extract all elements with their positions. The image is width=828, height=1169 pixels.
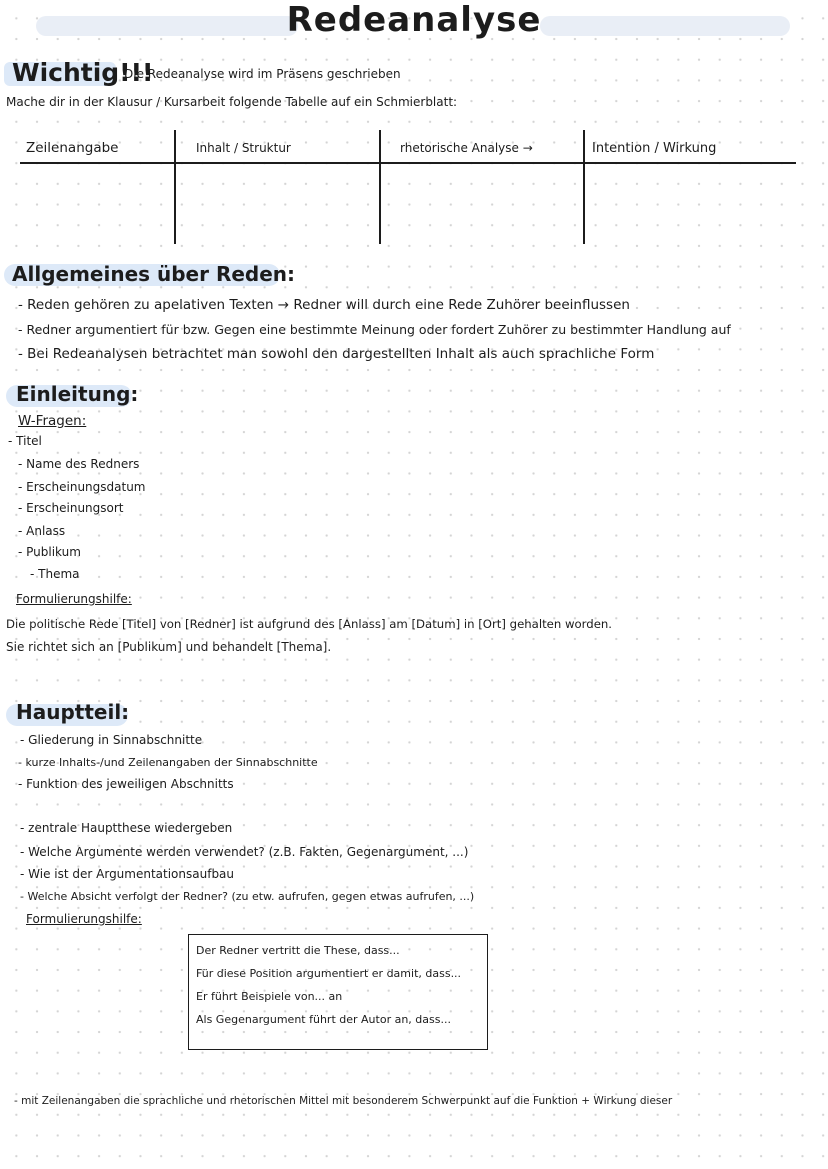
einleitung-heading: Einleitung: [16, 382, 139, 406]
table-column-divider [583, 130, 585, 244]
w-fragen-item: - Titel [8, 434, 42, 448]
hauptteil-formulierungshilfe-label: Formulierungshilfe: [26, 912, 142, 926]
hauptteil-item: - Wie ist der Argumentationsaufbau [20, 867, 235, 881]
allgemeines-item: - Reden gehören zu apelativen Texten → Redner will durch eine Rede Zuhörer beeinflussen [18, 297, 630, 313]
box-line: Als Gegenargument führt der Autor an, dass... [196, 1013, 451, 1026]
table-header-rule [20, 162, 796, 164]
einleitung-formulierung-line-1: Die politische Rede [Titel] von [Redner] ist aufgrund des [Anlass] am [Datum] in [Ort] gehalten worden. [6, 617, 613, 631]
table-column-divider [174, 130, 176, 244]
intro-line-1: Die Redeanalyse wird im Präsens geschrieben [124, 67, 401, 81]
hauptteil-item: - Welche Argumente werden verwendet? (z.B. Fakten, Gegenargument, ...) [20, 845, 469, 859]
allgemeines-item: - Bei Redeanalysen betrachtet man sowohl den dargestellten Inhalt als auch sprachliche Form [18, 346, 655, 362]
page-title: Redeanalyse [286, 0, 542, 40]
box-line: Der Redner vertritt die These, dass... [196, 944, 400, 957]
w-fragen-item: - Thema [30, 567, 80, 581]
hauptteil-item: - Gliederung in Sinnabschnitte [20, 733, 203, 747]
table-column-divider [379, 130, 381, 244]
box-line: Er führt Beispiele von... an [196, 990, 343, 1003]
wichtig-label: Wichtig!!! [12, 58, 154, 87]
hauptteil-item: - Funktion des jeweiligen Abschnitts [18, 777, 234, 791]
table-header-zeilenangabe: Zeilenangabe [26, 140, 119, 156]
w-fragen-item: - Erscheinungsdatum [18, 480, 146, 494]
footer-line: - mit Zeilenangaben die sprachliche und rhetorischen Mittel mit besonderem Schwerpunkt auf die Funktion + Wirkung dieser [14, 1095, 673, 1107]
w-fragen-item: - Erscheinungsort [18, 501, 124, 515]
hauptteil-item: - zentrale Hauptthese wiedergeben [20, 821, 233, 835]
hauptteil-item: - kurze Inhalts-/und Zeilenangaben der Sinnabschnitte [18, 756, 318, 769]
box-line: Für diese Position argumentiert er damit, dass... [196, 967, 462, 980]
intro-line-2: Mache dir in der Klausur / Kursarbeit folgende Tabelle auf ein Schmierblatt: [6, 95, 458, 109]
table-header-analyse: rhetorische Analyse → [400, 141, 533, 155]
allgemeines-heading: Allgemeines über Reden: [12, 262, 296, 286]
w-fragen-label: W-Fragen: [18, 413, 87, 429]
w-fragen-item: - Anlass [18, 524, 66, 538]
hauptteil-item: - Welche Absicht verfolgt der Redner? (zu etw. aufrufen, gegen etwas aufrufen, ...) [20, 890, 475, 903]
w-fragen-item: - Publikum [18, 545, 81, 559]
table-header-intention: Intention / Wirkung [592, 141, 717, 156]
hauptteil-heading: Hauptteil: [16, 700, 130, 724]
table-header-inhalt: Inhalt / Struktur [196, 141, 291, 155]
einleitung-formulierungshilfe-label: Formulierungshilfe: [16, 592, 132, 606]
w-fragen-item: - Name des Redners [18, 457, 140, 471]
allgemeines-item: - Redner argumentiert für bzw. Gegen eine bestimmte Meinung oder fordert Zuhörer zu bestimmter Handlung auf [18, 322, 731, 337]
einleitung-formulierung-line-2: Sie richtet sich an [Publikum] und behandelt [Thema]. [6, 640, 332, 654]
